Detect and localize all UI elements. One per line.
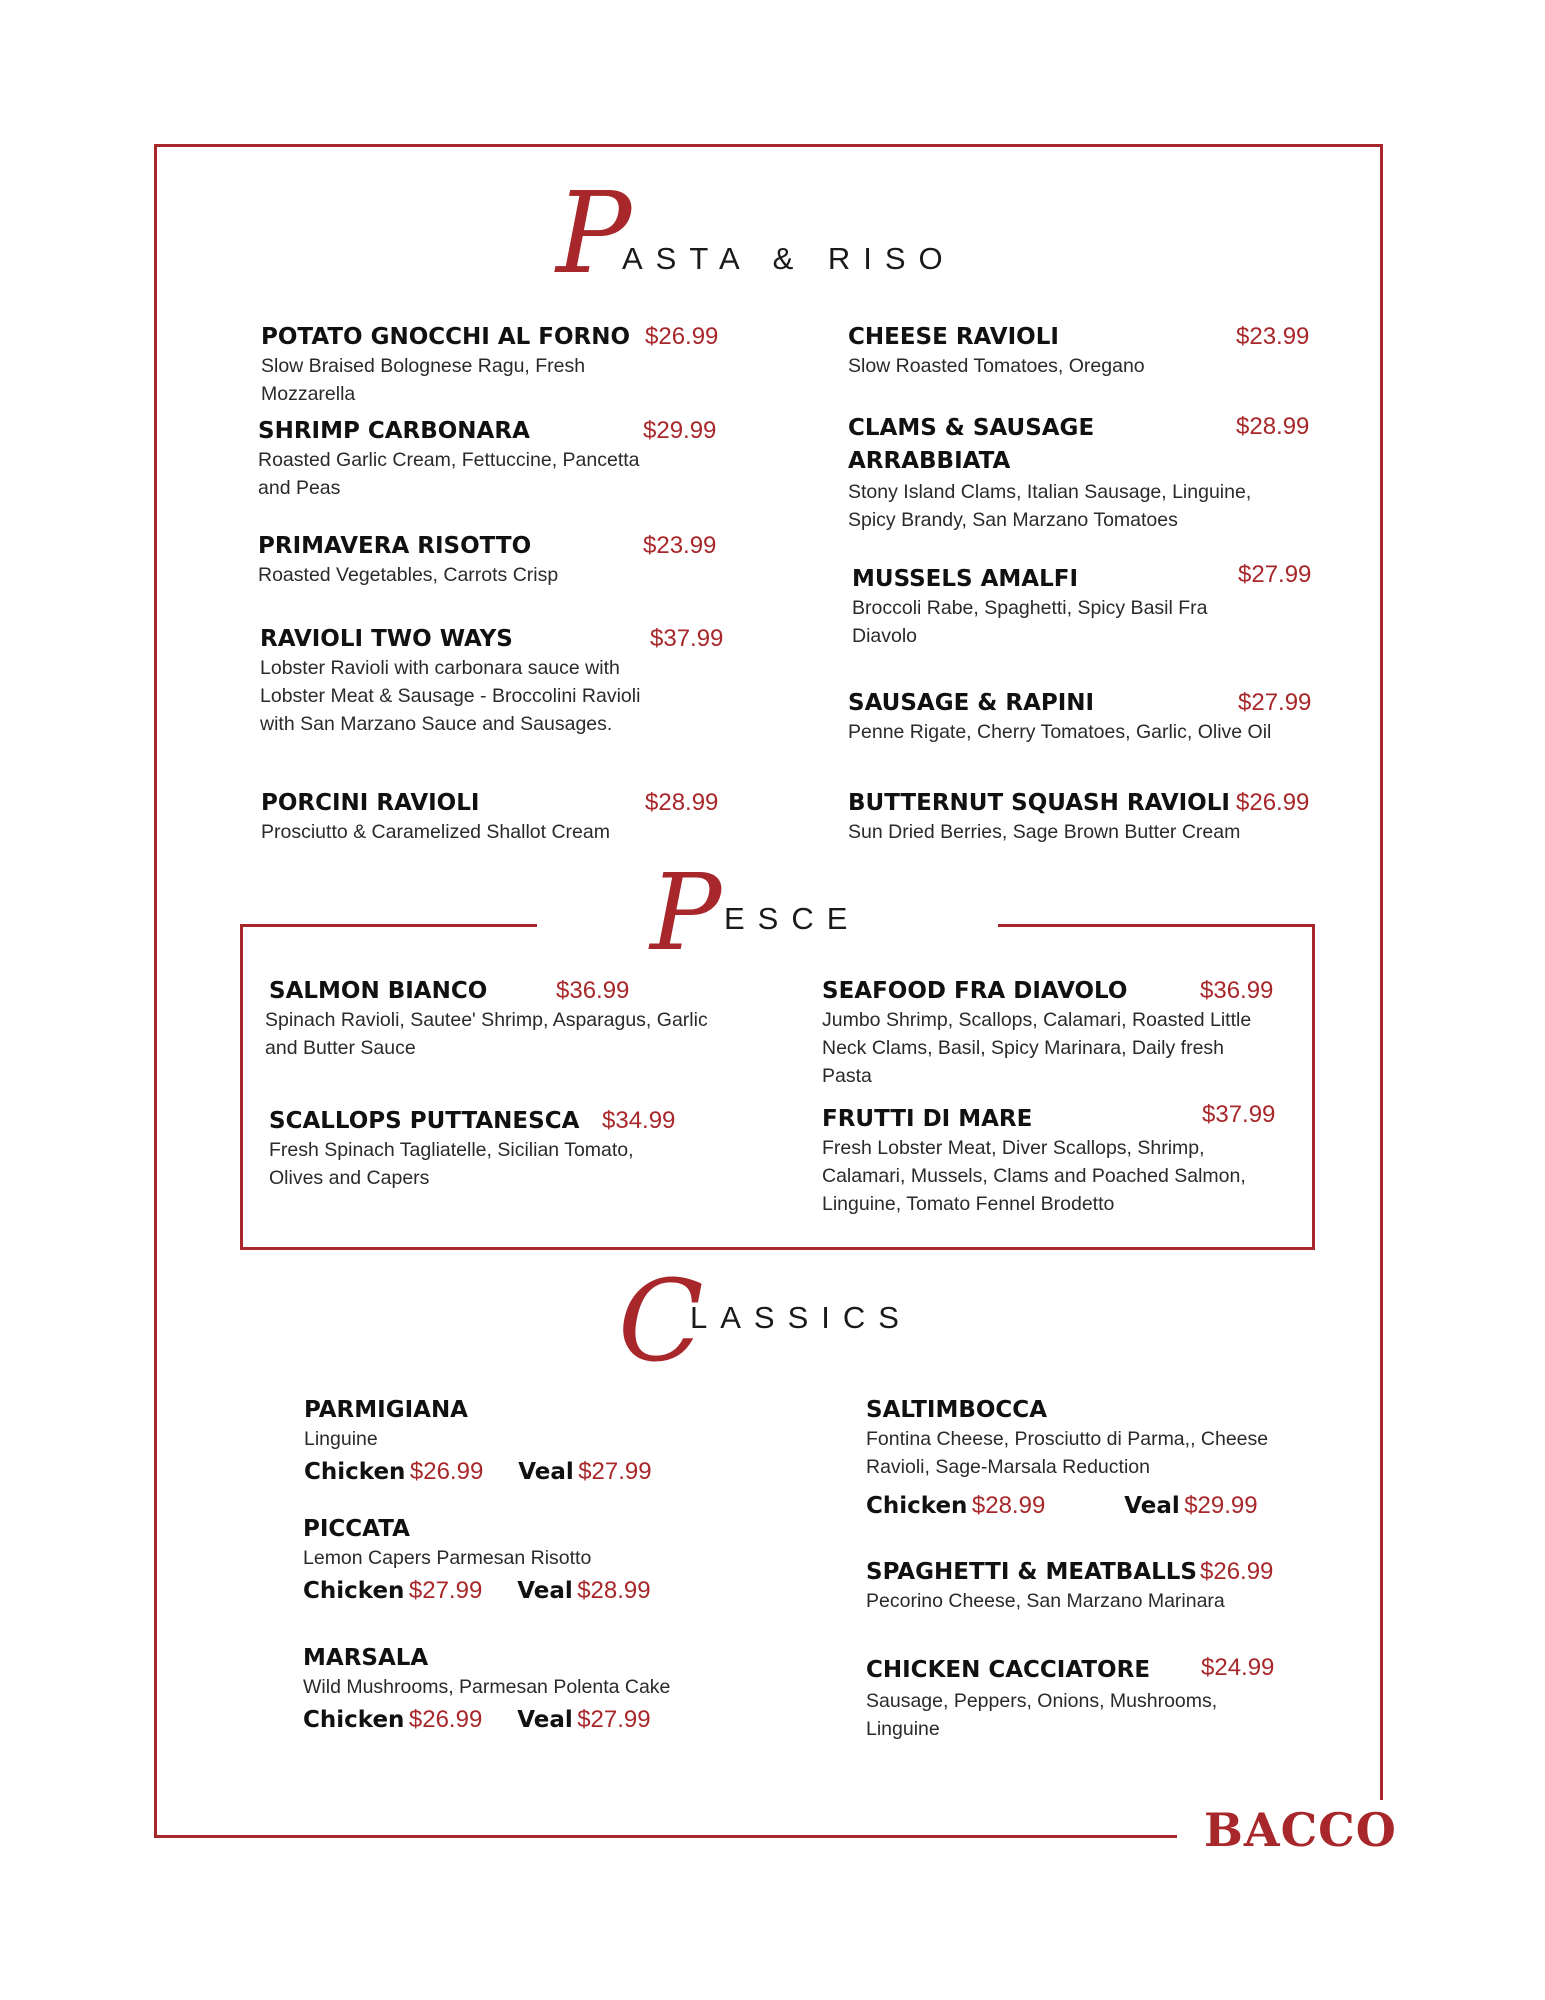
pesce-box-top-left [240,924,537,927]
bacco-logo: BACCO [1204,1803,1397,1857]
item-description: Fontina Cheese, Prosciutto di Parma,, Cheese Ravioli, Sage-Marsala Reduction [866,1428,1269,1478]
menu-item [822,1101,1292,1218]
item-price: $28.99 [1236,413,1310,440]
menu-item [261,322,731,408]
item-description: Roasted Vegetables, Carrots Crisp [258,564,559,586]
item-price: $34.99 [602,1107,676,1134]
pasta-heading-initial: P [556,169,632,299]
item-name: PORCINI RAVIOLI [261,790,480,816]
menu-item [303,1514,743,1611]
item-name: SCALLOPS PUTTANESCA [269,1108,580,1134]
menu-item [303,1643,743,1740]
pesce-box-bottom [240,1247,1315,1250]
menu-item [848,788,1318,846]
item-price: $26.99 [1236,789,1310,816]
pesce-box-right [1312,924,1315,1250]
frame-bottom [154,1835,1177,1838]
menu-item [848,412,1318,534]
item-name: MUSSELS AMALFI [852,566,1079,592]
item-name: PRIMAVERA RISOTTO [258,533,532,559]
protein-prices [304,1455,744,1492]
item-description: Lobster Ravioli with carbonara sauce with Lobster Meat & Sausage - Broccolini Ravioli with San Marzano Sauce and Sausages. [260,657,641,735]
veal-price: $28.99 [577,1577,651,1604]
frame-left [154,144,157,1838]
item-price: $23.99 [1236,323,1310,350]
protein-prices [866,1489,1306,1526]
menu-item [304,1395,744,1492]
item-name: SALMON BIANCO [269,978,488,1004]
menu-item [269,1106,739,1192]
item-name: SAUSAGE & RAPINI [848,690,1095,716]
item-description: Sausage, Peppers, Onions, Mushrooms, Linguine [866,1690,1218,1740]
item-description: Slow Braised Bolognese Ragu, Fresh Mozzarella [261,355,586,405]
veal-price: $29.99 [1184,1492,1258,1519]
frame-top [154,144,1383,147]
menu-item [822,976,1292,1090]
pesce-heading-text: ESCE [724,901,861,936]
item-price: $36.99 [1200,977,1274,1004]
item-name: RAVIOLI TWO WAYS [260,626,513,652]
menu-item [866,1655,1326,1743]
menu-item [265,976,739,1062]
item-description: Stony Island Clams, Italian Sausage, Linguine, Spicy Brandy, San Marzano Tomatoes [848,481,1252,531]
item-price: $37.99 [1202,1101,1276,1128]
item-price: $24.99 [1201,1654,1275,1681]
menu-item [258,416,728,502]
item-price: $26.99 [645,323,719,350]
classics-heading-initial: C [618,1257,704,1387]
item-name: CHICKEN CACCIATORE [866,1657,1151,1683]
item-name: POTATO GNOCCHI AL FORNO [261,324,631,350]
item-name: BUTTERNUT SQUASH RAVIOLI [848,790,1230,816]
menu-item [866,1395,1306,1526]
item-description: Pecorino Cheese, San Marzano Marinara [866,1590,1225,1612]
item-name: SHRIMP CARBONARA [258,418,530,444]
menu-item [258,531,728,589]
item-description: Fresh Lobster Meat, Diver Scallops, Shrimp, Calamari, Mussels, Clams and Poached Salmon, Linguine, Tomato Fennel Brodetto [822,1137,1246,1215]
item-description: Slow Roasted Tomatoes, Oregano [848,355,1145,377]
item-price: $26.99 [1200,1558,1274,1585]
veal-label: Veal [517,1707,573,1733]
item-description: Linguine [304,1428,378,1450]
veal-label: Veal [518,1459,574,1485]
item-description: Spinach Ravioli, Sautee' Shrimp, Asparagus, Garlic and Butter Sauce [265,1009,708,1059]
chicken-label: Chicken [303,1707,405,1733]
menu-item [261,788,731,846]
item-name: SPAGHETTI & MEATBALLS [866,1559,1197,1585]
pesce-box-top-right [998,924,1315,927]
item-description: Wild Mushrooms, Parmesan Polenta Cake [303,1676,671,1698]
item-price: $37.99 [650,625,724,652]
item-price: $27.99 [1238,561,1312,588]
menu-item [260,624,730,738]
chicken-price: $26.99 [409,1458,484,1485]
item-price: $23.99 [643,532,717,559]
item-name: SEAFOOD FRA DIAVOLO [822,978,1128,1004]
chicken-price: $27.99 [408,1577,483,1604]
chicken-label: Chicken [866,1493,968,1519]
pesce-box-left [240,924,243,1250]
item-name: PICCATA [303,1516,410,1542]
item-name: CLAMS & SAUSAGE ARRABBIATA [848,415,1095,474]
veal-price: $27.99 [577,1706,651,1733]
item-price: $27.99 [1238,689,1312,716]
pasta-heading-text: ASTA & RISO [622,241,956,276]
item-description: Lemon Capers Parmesan Risotto [303,1547,592,1569]
menu-item [848,322,1318,380]
menu-item [866,1557,1326,1615]
veal-label: Veal [517,1578,573,1604]
chicken-label: Chicken [304,1459,406,1485]
item-description: Jumbo Shrimp, Scallops, Calamari, Roasted Little Neck Clams, Basil, Spicy Marinara, Daily fresh Pasta [822,1009,1252,1087]
item-description: Roasted Garlic Cream, Fettuccine, Pancetta and Peas [258,449,640,499]
item-description: Prosciutto & Caramelized Shallot Cream [261,821,610,843]
item-price: $29.99 [643,417,717,444]
classics-heading-text: LASSICS [690,1300,912,1335]
chicken-price: $28.99 [971,1492,1046,1519]
item-description: Broccoli Rabe, Spaghetti, Spicy Basil Fra Diavolo [852,597,1208,647]
item-description: Sun Dried Berries, Sage Brown Butter Cream [848,821,1241,843]
item-description: Fresh Spinach Tagliatelle, Sicilian Tomato, Olives and Capers [269,1139,634,1189]
protein-prices [303,1574,743,1611]
chicken-label: Chicken [303,1578,405,1604]
frame-right [1380,144,1383,1800]
menu-item [852,561,1322,650]
item-name: CHEESE RAVIOLI [848,324,1059,350]
item-name: PARMIGIANA [304,1397,468,1423]
chicken-price: $26.99 [408,1706,483,1733]
item-price: $28.99 [645,789,719,816]
item-description: Penne Rigate, Cherry Tomatoes, Garlic, Olive Oil [848,721,1272,743]
protein-prices [303,1703,743,1740]
menu-item [848,688,1318,746]
veal-label: Veal [1124,1493,1180,1519]
item-price: $36.99 [556,977,630,1004]
item-name: FRUTTI DI MARE [822,1106,1033,1132]
item-name: SALTIMBOCCA [866,1397,1047,1423]
veal-price: $27.99 [578,1458,652,1485]
pesce-heading-initial: P [650,851,722,974]
item-name: MARSALA [303,1645,429,1671]
